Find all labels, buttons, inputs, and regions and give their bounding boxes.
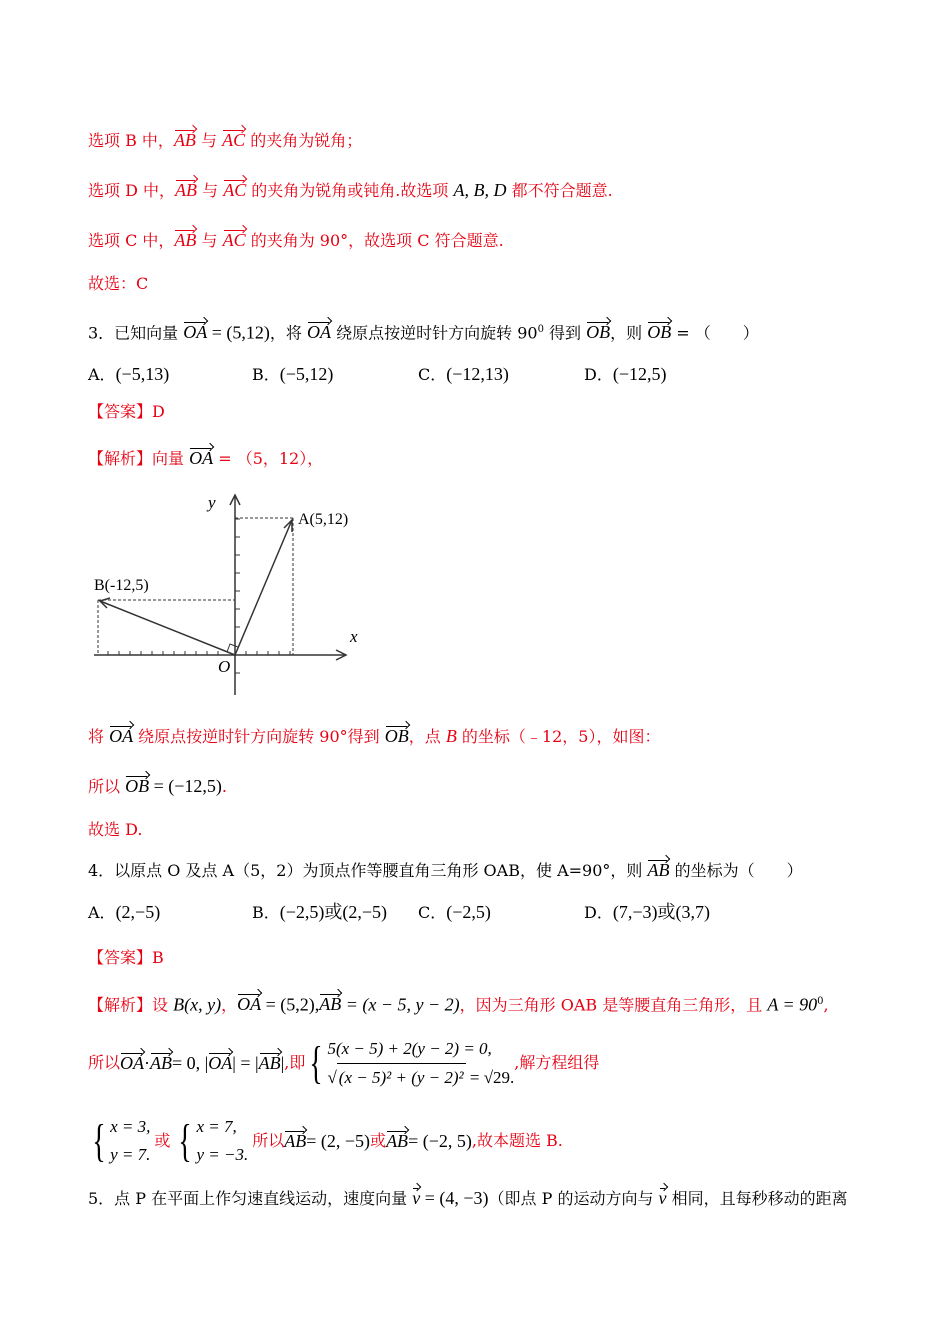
question-3-stem: 3．已知向量 OA = (5,12)，将 OA 绕原点按逆时针方向旋转 $90^0$ 得到 OB，则 OB = （ ） — [88, 322, 759, 343]
vector-oa: OA — [109, 726, 134, 746]
vector-ac: AC — [222, 130, 246, 150]
vector-oa: OA — [183, 322, 208, 343]
option-vars: A, B, D — [453, 180, 507, 200]
vector-ab: AB — [150, 1053, 173, 1073]
solution-1: { x = 3, y = 7. — [92, 1115, 151, 1166]
point-b-label: B(-12,5) — [94, 577, 149, 594]
x-label: x — [350, 627, 358, 646]
q4-option-a: A．(2,−5) — [88, 902, 161, 922]
q3-so: 所以 OB = (−12,5). — [88, 776, 227, 796]
q3-answer: 【答案】D — [88, 402, 165, 421]
vector-ab: AB — [647, 860, 670, 880]
equation-system-1: { 5(x − 5) + 2(y − 2) = 0, √ (x − 5)² + (y − 2)² = √29. — [305, 1035, 514, 1092]
origin-label: O — [218, 657, 231, 676]
vector-ab: AB — [258, 1053, 281, 1073]
vector-ab: AB — [386, 1131, 409, 1151]
vector-ab: AB — [173, 130, 196, 150]
vector-ob: OB — [384, 726, 409, 746]
q3-option-a: A．(−5,13) — [88, 364, 170, 384]
option-b-explanation: 选项 B 中，AB 与 AC 的夹角为锐角； — [88, 130, 363, 150]
vector-oa: OA — [208, 1053, 233, 1073]
vector-ob: OB — [125, 776, 150, 796]
q4-option-d: D．(7,−3)或(3,7) — [584, 902, 710, 922]
question-4-stem: 4．以原点 O 及点 A（5，2）为顶点作等腰直角三角形 OAB，使 A=90°，则 AB 的坐标为（ ） — [88, 860, 803, 880]
vector-ab: AB — [319, 994, 342, 1015]
q3-option-c: C．(−12,13) — [418, 364, 509, 384]
option-d-explanation: 选项 D 中，AB 与 AC 的夹角为锐角或钝角.故选项 A, B, D 都不符合题意. — [88, 180, 613, 200]
vector-ab: AB — [175, 180, 198, 200]
q4-option-c: C．(−2,5) — [418, 902, 491, 922]
vector-oa: OA — [237, 994, 262, 1015]
vector-rotation-figure — [88, 490, 378, 705]
q4-analysis-line3: { x = 3, y = 7. 或 { x = 7, y = −3. 所以 AB = (2, −5) 或 AB = (−2, 5) ,故本题选 B. — [88, 1110, 563, 1172]
vector-oa: OA — [307, 322, 332, 343]
option-c-explanation: 选项 C 中，AB 与 AC 的夹角为 90°，故选项 C 符合题意. — [88, 230, 504, 250]
q3-option-b: B．(−5,12) — [252, 364, 334, 384]
q4-analysis-line2: 所以 OA · AB = 0, | OA | = | AB | ,即 { 5(x − 5) + 2(y − 2) = 0, √ (x − 5)² + (y − 2)² = √29. ,解方程组得 — [88, 1030, 599, 1096]
vector-v: v — [658, 1188, 667, 1208]
solution-2: { x = 7, y = −3. — [178, 1115, 249, 1166]
vector-oa: OA — [189, 448, 214, 468]
vector-ob: OB — [586, 322, 611, 343]
q3-analysis: 【解析】向量 OA = （5，12）， — [88, 448, 324, 468]
point-a-label: A(5,12) — [298, 511, 349, 528]
question-5-stem: 5．点 P 在平面上作匀速直线运动，速度向量 v = (4, −3)（即点 P 的运动方向与 v 相同，且每秒移动的距离 — [88, 1188, 848, 1208]
vector-ac: AC — [223, 180, 247, 200]
vector-ob: OB — [647, 322, 672, 343]
q4-analysis-line1: 【解析】设 B(x, y)，OA = (5,2),AB = (x − 5, y − 2)，因为三角形 OAB 是等腰直角三角形，且 $A = 90^0$, — [88, 994, 829, 1015]
q4-option-b: B．(−2,5)或(2,−5) — [252, 902, 388, 922]
q4-answer: 【答案】B — [88, 948, 164, 967]
vector-ob-arrow — [100, 601, 235, 655]
vector-ac: AC — [222, 230, 246, 250]
y-label: y — [208, 493, 216, 512]
vector-v: v — [412, 1188, 421, 1208]
conclusion-c: 故选：C — [88, 274, 149, 293]
q3-explanation: 将 OA 绕原点按逆时针方向旋转 90°得到 OB，点 B 的坐标（﹣12，5），如图： — [88, 726, 661, 746]
vector-oa: OA — [120, 1053, 145, 1073]
q3-final: 故选 D. — [88, 820, 143, 839]
vector-ab: AB — [284, 1131, 307, 1151]
vector-oa-arrow — [235, 520, 292, 655]
vector-ab: AB — [174, 230, 197, 250]
q3-option-d: D．(−12,5) — [584, 364, 667, 384]
